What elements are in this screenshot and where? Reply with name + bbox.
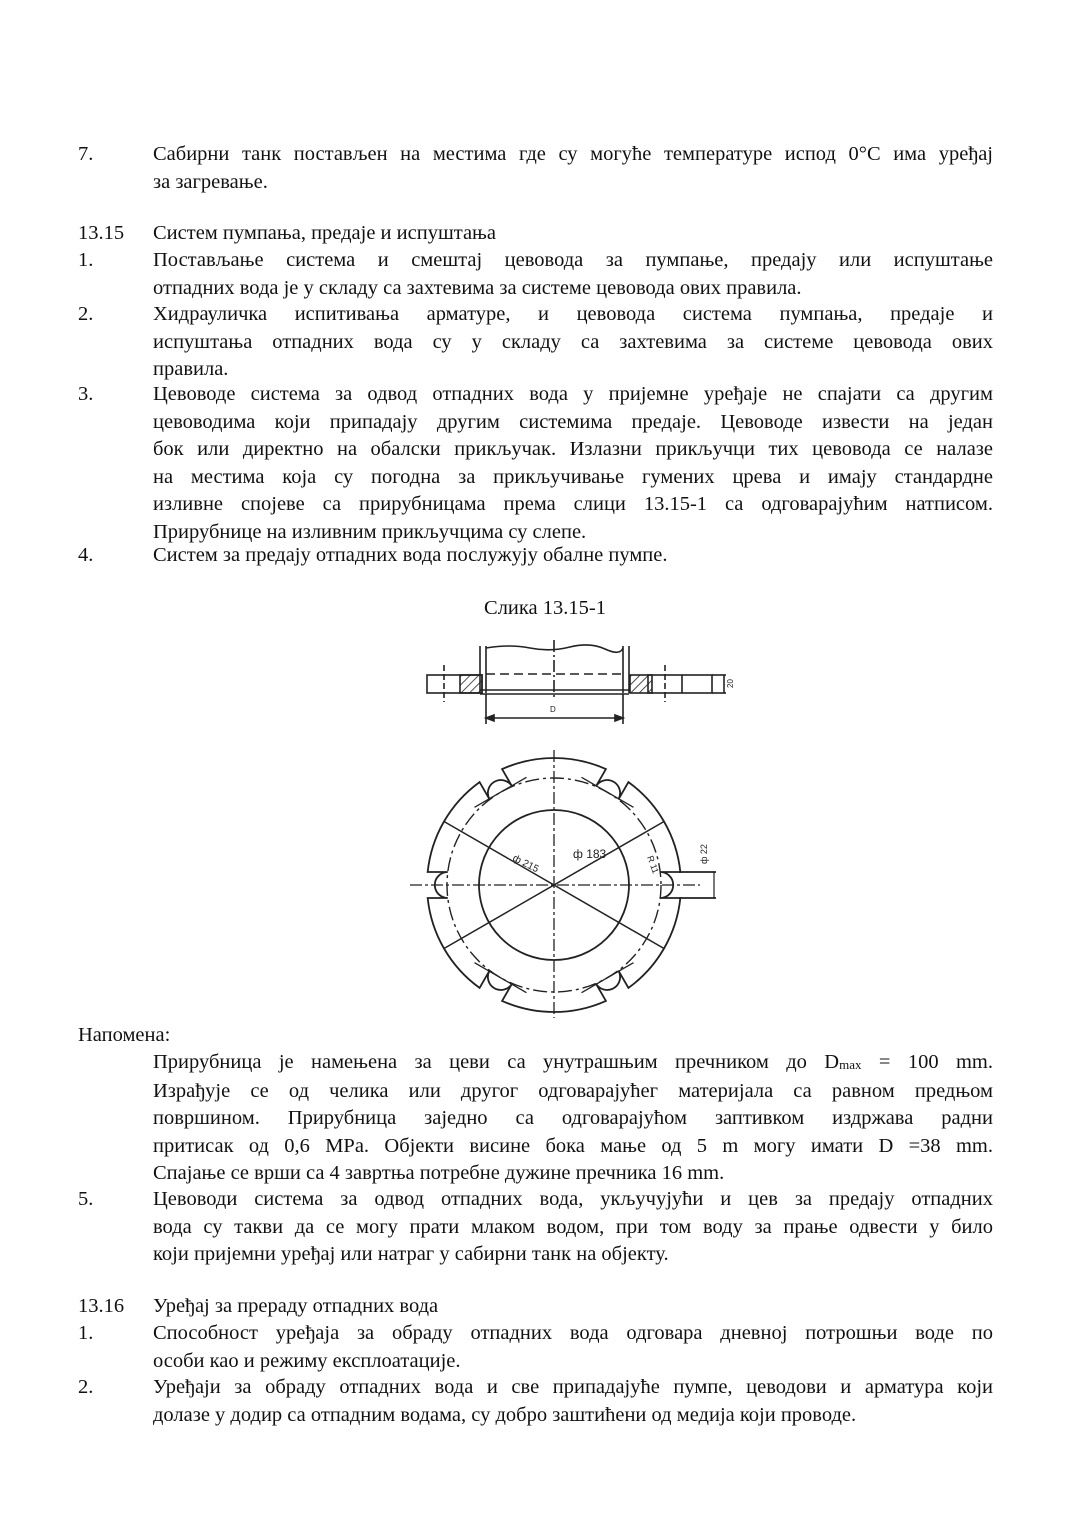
item-text-line: Хидрауличка испитивања арматуре, и цевовода система пумпања, предаје и (153, 303, 993, 325)
item-text-line: на местима која су погодна за прикључивање гумених црева и имају стандардне (153, 465, 993, 488)
dim-slot-width-label: ф 22 (699, 844, 709, 864)
item-text-line: Постављање система и смештај цевовода за пумпање, предају или испуштање (153, 249, 993, 271)
section-number: 13.15 (78, 222, 125, 244)
slot-axis-line (582, 777, 634, 807)
section-heading-13-15 (78, 220, 993, 248)
note-line: притисак од 0,6 MPa. Објекти висине бока мање од 5 m могу имати D =38 mm. (153, 1134, 993, 1157)
item-text-line: Способност уређаја за обраду отпадних вода одговара дневној потрошњи воде по (153, 1322, 993, 1344)
item-number: 1. (78, 1322, 94, 1344)
note-line (153, 1049, 993, 1078)
item-text-line: за загревање. (153, 170, 268, 193)
hatch-left (460, 675, 482, 693)
list-item (78, 381, 993, 546)
item-text-line: Уређаји за обраду отпадних вода и све припадајуће пумпе, цеводови и арматура који (153, 1376, 993, 1398)
item-number: 5. (78, 1188, 94, 1210)
hatch-right (630, 675, 652, 693)
dim-slot-radius-label: R 11 (645, 854, 661, 875)
flange-body-right (648, 675, 712, 693)
item-number: 3. (78, 383, 94, 405)
list-item (78, 542, 993, 570)
figure-caption: Слика 13.15-1 (484, 597, 606, 619)
item-text-line: вода су такви да се могу прати млаком водом, при том воду за прање одвести у било (153, 1215, 993, 1238)
section-heading-13-16 (78, 1293, 993, 1321)
slot-axis-line (475, 963, 527, 993)
item-text-line: Прирубнице на изливним прикључцима су слепе. (153, 520, 587, 543)
note-line: Израђује се од челика или другог одговарајућег материјала са равном предњом (153, 1079, 993, 1102)
pipe-wall-right (623, 646, 629, 693)
list-item (78, 1320, 993, 1375)
item-text-line: Цевоводе система за одвод отпадних вода у пријемне уређаје не спајати са другим (153, 383, 993, 405)
item-text-line: долазе у додир са отпадним водама, су добро заштићени од медија који проводе. (153, 1403, 857, 1426)
list-item (78, 301, 993, 384)
item-number: 1. (78, 249, 94, 271)
item-number: 2. (78, 1376, 94, 1398)
item-text-line: Цевоводи система за одвод отпадних вода, укључујући и цев за предају отпадних (153, 1188, 993, 1210)
list-item (78, 1374, 993, 1429)
item-text-line: цевоводима који припадају другим системима предаје. Цевоводе извести на један (153, 410, 993, 433)
item-number: 2. (78, 303, 94, 325)
item-text-line: који пријемни уређај или натраг у сабирни танк на објекту. (153, 1243, 669, 1265)
item-text-line: особи као и режиму експлоатације. (153, 1349, 461, 1372)
note-body (153, 1049, 993, 1188)
note-label: Напомена: (78, 1024, 171, 1046)
item-text-line: Систем за предају отпадних вода послужују обалне пумпе. (153, 544, 668, 566)
item-text-line: изливне спојеве са прирубницама према слици 13.15-1 са одговарајућим натписом. (153, 493, 993, 515)
section-number: 13.16 (78, 1295, 125, 1317)
list-item-5 (78, 1186, 993, 1269)
section-title: Систем пумпања, предаје и испуштања (153, 222, 496, 244)
list-item (78, 247, 993, 302)
note-line: површином. Прирубница заједно са одговарајућом заптивком издржава радни (153, 1107, 993, 1129)
note-text: = 100 mm. (861, 1051, 993, 1073)
item-text-line: Сабирни танк постављен на местима где су могуће температуре испод 0°C има уређај (153, 143, 993, 165)
note-text: Прирубница је намењена за цеви са унутрашњим пречником до D (153, 1051, 840, 1073)
dimension-D-label: D (550, 705, 556, 714)
slot-axis-line (582, 963, 634, 993)
dim-bolt-circle-label: ф 215 (510, 852, 541, 876)
item-text-line: отпадних вода је у складу са захтевима за системе цевовода ових правила. (153, 276, 802, 299)
item-text-line: правила. (153, 358, 229, 380)
item-number: 4. (78, 544, 94, 566)
slot-axis-line (475, 777, 527, 807)
list-item-7 (78, 141, 993, 196)
item-text-line: испуштања отпадних вода су у складу са захтевима за системе цевовода ових (153, 330, 993, 353)
section-title: Уређај за прераду отпадних вода (153, 1295, 439, 1317)
flange-side-view (420, 640, 740, 740)
flange-top-view (410, 740, 740, 1020)
subscript-max: max (839, 1057, 862, 1072)
dimension-thickness-label: 20 (726, 679, 735, 688)
item-number: 7. (78, 143, 94, 165)
note-line: Спајање се врши са 4 завртња потребне дужине пречника 16 mm. (153, 1162, 725, 1184)
dim-inner-label: ф 183 (573, 847, 607, 861)
item-text-line: бок или директно на обалски прикључак. Излазни прикључци тих цевовода се налазе (153, 438, 993, 460)
